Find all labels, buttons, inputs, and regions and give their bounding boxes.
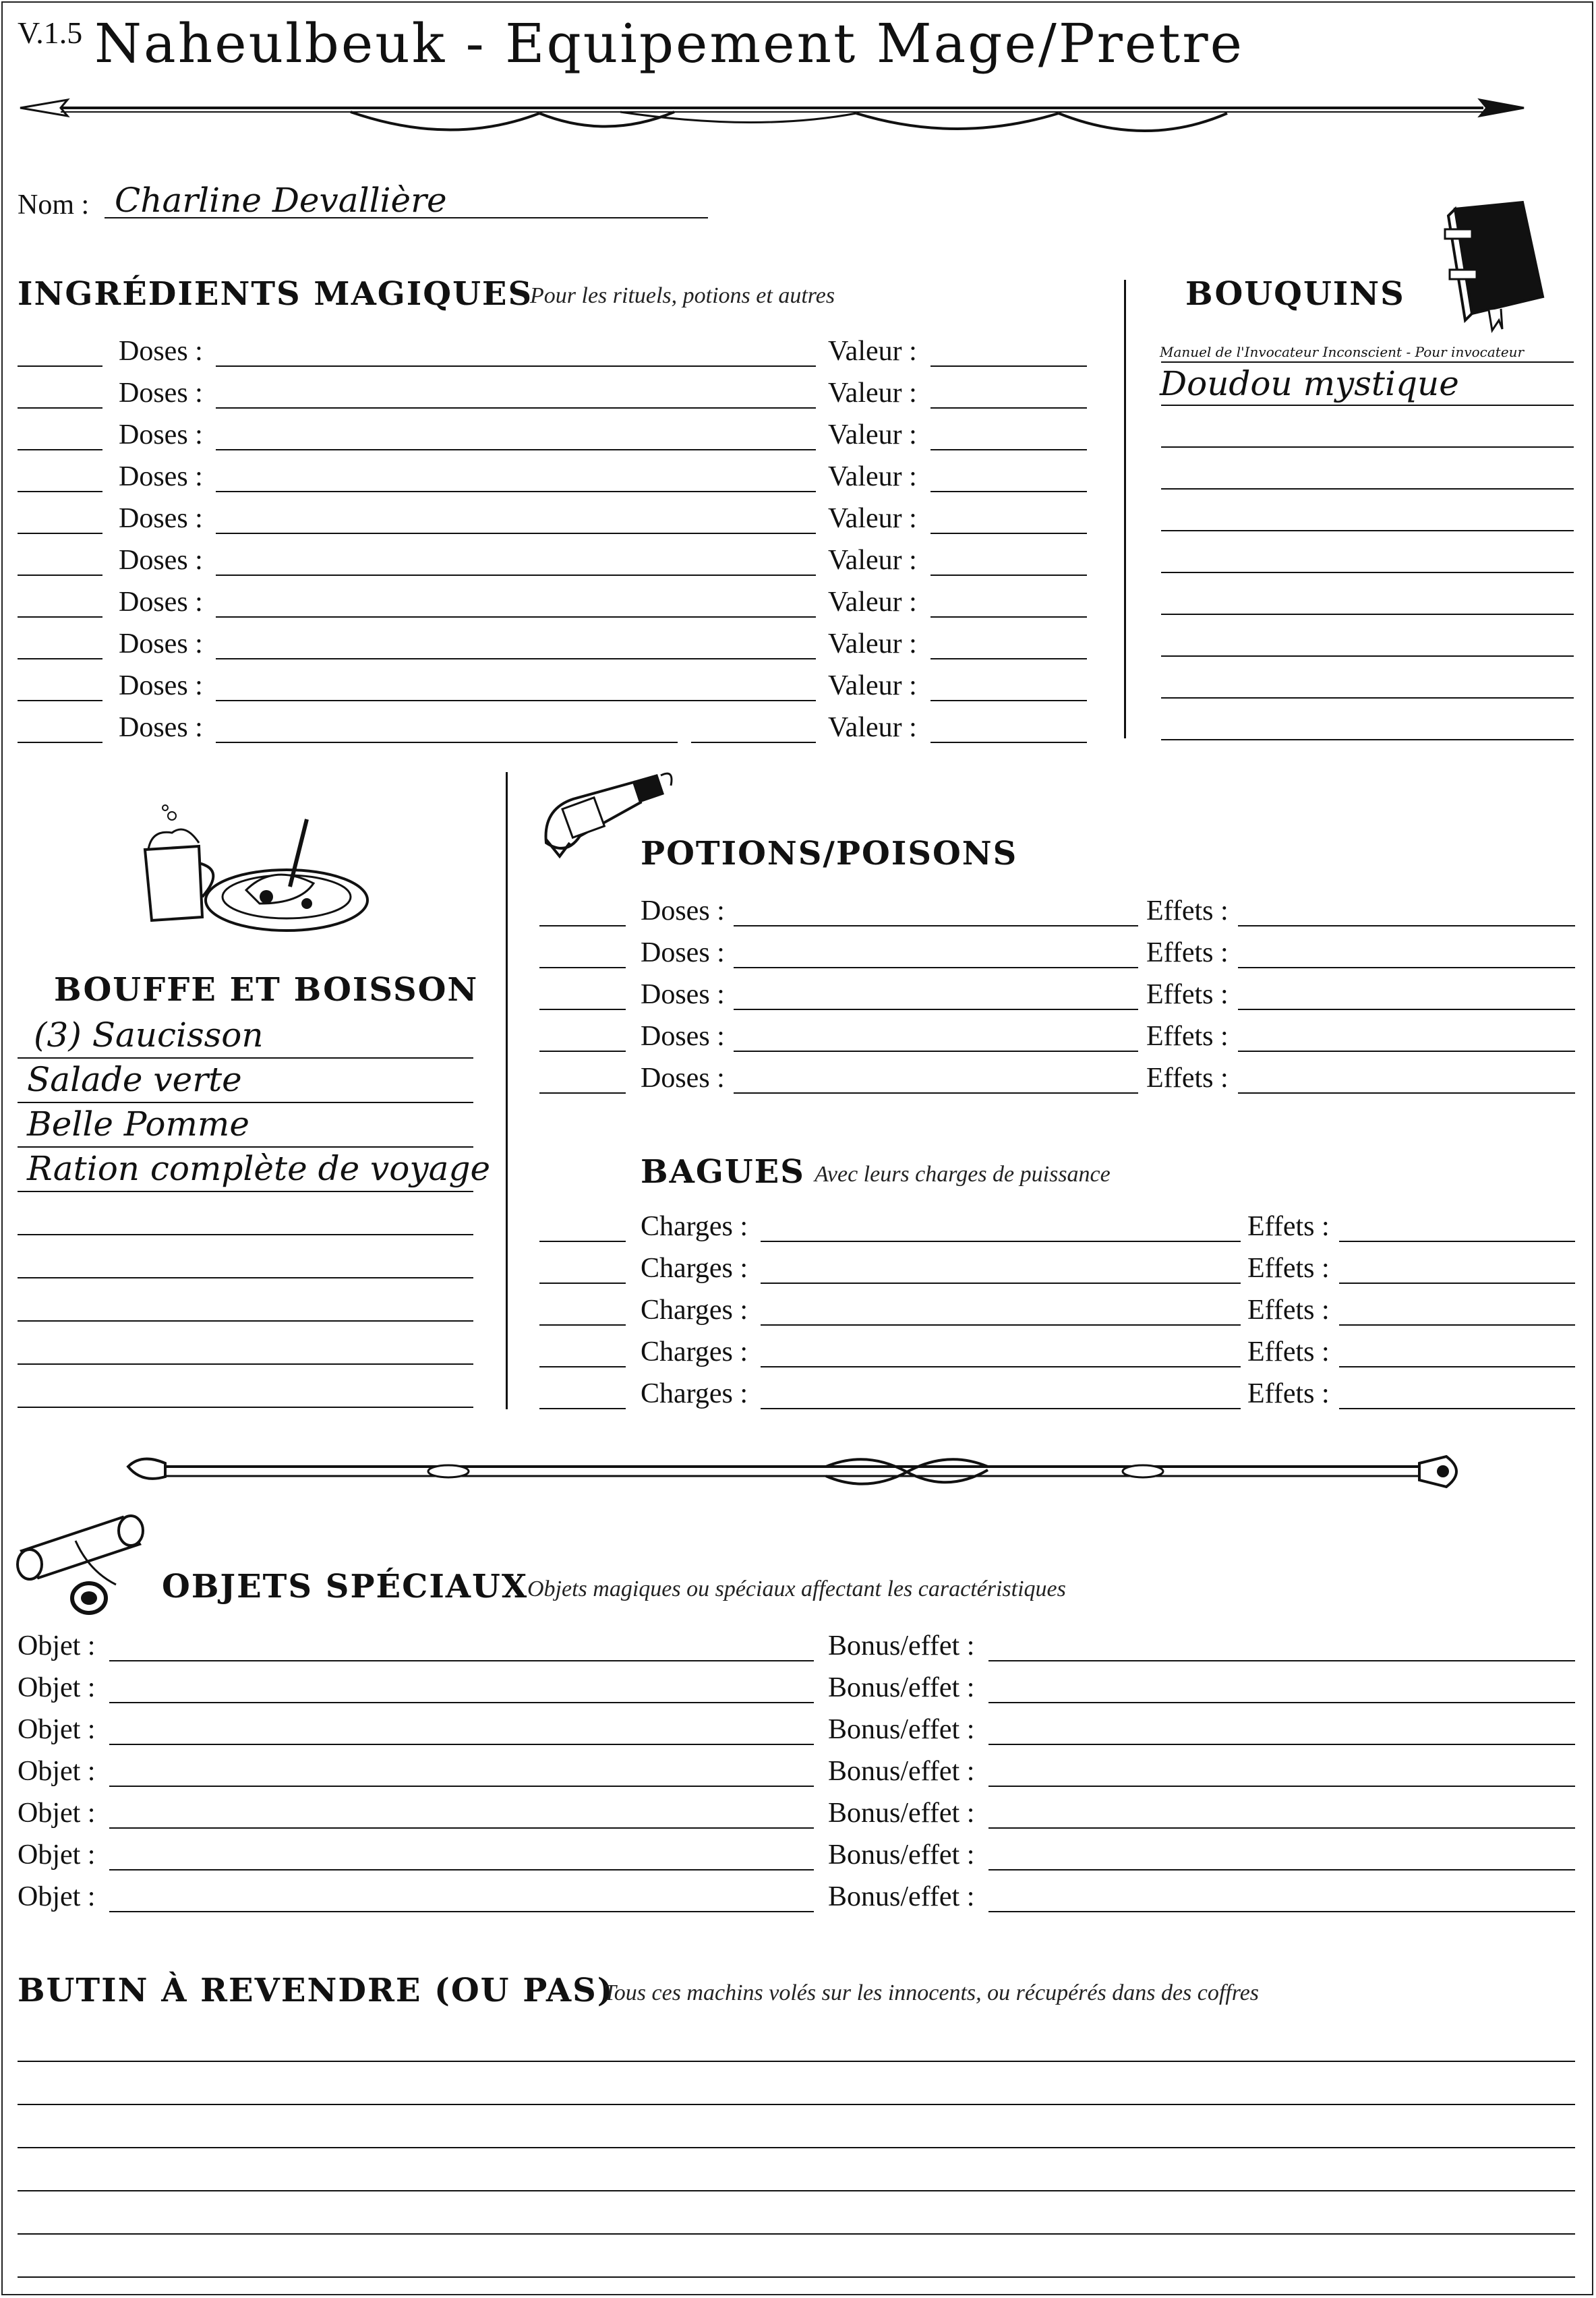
bouffe-line[interactable]	[18, 1146, 473, 1148]
bonus-field[interactable]	[988, 1702, 1575, 1703]
ingredient-qty-field[interactable]	[18, 574, 102, 576]
ingredient-qty-field[interactable]	[18, 491, 102, 492]
name-label: Nom :	[18, 189, 90, 220]
bouffe-line[interactable]	[18, 1191, 473, 1192]
charges-label: Charges :	[641, 1336, 748, 1367]
bouquin-line[interactable]	[1161, 614, 1574, 615]
valeur-label: Valeur :	[828, 712, 917, 743]
ingredient-valeur-field[interactable]	[930, 700, 1087, 701]
potions-title: POTIONS/POISONS	[641, 835, 1018, 873]
effets-label: Effets :	[1146, 937, 1229, 968]
ingredient-valeur-field[interactable]	[930, 658, 1087, 659]
charges-label: Charges :	[641, 1378, 748, 1409]
ingredient-qty-field[interactable]	[18, 407, 102, 409]
bouquin-line[interactable]	[1161, 530, 1574, 531]
bonus-label: Bonus/effet :	[828, 1798, 975, 1829]
bouquins-title: BOUQUINS	[1185, 275, 1405, 313]
bonus-field[interactable]	[988, 1744, 1575, 1745]
doses-label: Doses :	[119, 628, 203, 659]
bouquin-line[interactable]	[1161, 405, 1574, 406]
ingredient-doses-field[interactable]	[216, 533, 816, 534]
butin-line[interactable]	[18, 2276, 1575, 2278]
charges-label: Charges :	[641, 1253, 748, 1284]
bonus-field[interactable]	[988, 1911, 1575, 1912]
valeur-label: Valeur :	[828, 378, 917, 409]
objet-label: Objet :	[18, 1756, 96, 1787]
potion-effets-field[interactable]	[1238, 967, 1575, 968]
objet-field[interactable]	[109, 1744, 814, 1745]
butin-line[interactable]	[18, 2104, 1575, 2105]
bouffe-line[interactable]	[18, 1407, 473, 1408]
book-icon	[1435, 196, 1549, 337]
objet-field[interactable]	[109, 1786, 814, 1787]
ingredient-valeur-field[interactable]	[930, 449, 1087, 450]
charges-label: Charges :	[641, 1295, 748, 1326]
doses-label: Doses :	[119, 461, 203, 492]
bague-qty-field[interactable]	[539, 1366, 626, 1367]
ingredient-doses-field[interactable]	[216, 574, 816, 576]
food-icon	[138, 802, 374, 937]
doses-label: Doses :	[641, 1063, 725, 1094]
bouffe-entry[interactable]: Ration complète de voyage	[27, 1149, 491, 1188]
ingredients-subtitle: Pour les rituels, potions et autres	[530, 283, 835, 308]
bonus-label: Bonus/effet :	[828, 1756, 975, 1787]
ingredient-doses-field[interactable]	[216, 742, 678, 743]
bouquin-line[interactable]	[1161, 446, 1574, 448]
staff-icon	[125, 1446, 1467, 1500]
effets-label: Effets :	[1146, 895, 1229, 926]
bouquin-line[interactable]	[1161, 361, 1574, 363]
doses-label: Doses :	[119, 336, 203, 367]
ingredient-qty-field[interactable]	[18, 742, 102, 743]
ingredient-doses-field[interactable]	[216, 658, 816, 659]
butin-subtitle: Tous ces machins volés sur les innocents, ou récupérés dans des coffres	[603, 1980, 1260, 2005]
bouquin-line[interactable]	[1161, 572, 1574, 573]
butin-line[interactable]	[18, 2190, 1575, 2191]
potion-doses-field[interactable]	[734, 925, 1138, 926]
ingredient-doses-field[interactable]	[216, 365, 816, 367]
effets-label: Effets :	[1146, 979, 1229, 1010]
valeur-label: Valeur :	[828, 503, 917, 534]
spear-icon	[13, 86, 1531, 147]
potion-doses-field[interactable]	[734, 1009, 1138, 1010]
doses-label: Doses :	[641, 1021, 725, 1052]
effets-label: Effets :	[1247, 1378, 1330, 1409]
bouffe-title: BOUFFE ET BOISSON	[54, 971, 479, 1009]
potion-doses-field[interactable]	[734, 967, 1138, 968]
ingredient-doses-field[interactable]	[216, 700, 816, 701]
ingredient-qty-field[interactable]	[18, 616, 102, 618]
potion-qty-field[interactable]	[539, 925, 626, 926]
effets-label: Effets :	[1146, 1021, 1229, 1052]
ingredient-valeur-field[interactable]	[930, 365, 1087, 367]
bague-charges-field[interactable]	[761, 1241, 1241, 1242]
bouquin-entry[interactable]: Manuel de l'Invocateur Inconscient - Pour invocateur	[1160, 344, 1525, 360]
charges-label: Charges :	[641, 1211, 748, 1242]
ingredients-title: INGRÉDIENTS MAGIQUES	[18, 275, 533, 313]
potion-doses-field[interactable]	[734, 1051, 1138, 1052]
potion-qty-field[interactable]	[539, 1051, 626, 1052]
doses-label: Doses :	[119, 545, 203, 576]
bague-effets-field[interactable]	[1339, 1283, 1575, 1284]
valeur-label: Valeur :	[828, 587, 917, 618]
bouffe-entry[interactable]: Belle Pomme	[27, 1104, 249, 1144]
objet-label: Objet :	[18, 1672, 96, 1703]
bouffe-line[interactable]	[18, 1277, 473, 1278]
valeur-label: Valeur :	[828, 670, 917, 701]
bague-charges-field[interactable]	[761, 1366, 1241, 1367]
objet-label: Objet :	[18, 1881, 96, 1912]
effets-label: Effets :	[1247, 1253, 1330, 1284]
bonus-label: Bonus/effet :	[828, 1630, 975, 1661]
butin-line[interactable]	[18, 2233, 1575, 2235]
ingredient-doses-field[interactable]	[216, 407, 816, 409]
name-field[interactable]: Charline Devallière	[115, 181, 447, 220]
bague-effets-field[interactable]	[1339, 1324, 1575, 1326]
objet-field[interactable]	[109, 1827, 814, 1829]
potion-effets-field[interactable]	[1238, 1009, 1575, 1010]
ingredient-qty-field[interactable]	[18, 449, 102, 450]
potion-effets-field[interactable]	[1238, 1092, 1575, 1094]
bouffe-line[interactable]	[18, 1102, 473, 1103]
objet-label: Objet :	[18, 1630, 96, 1661]
butin-title: BUTIN À REVENDRE (OU PAS)	[18, 1972, 614, 2009]
doses-label: Doses :	[119, 419, 203, 450]
bouquin-line[interactable]	[1161, 488, 1574, 490]
bague-qty-field[interactable]	[539, 1283, 626, 1284]
bague-qty-field[interactable]	[539, 1241, 626, 1242]
doses-label: Doses :	[119, 712, 203, 743]
bouffe-line[interactable]	[18, 1363, 473, 1365]
bouffe-line[interactable]	[18, 1234, 473, 1235]
bonus-label: Bonus/effet :	[828, 1881, 975, 1912]
ingredient-valeur-field[interactable]	[930, 616, 1087, 618]
butin-line[interactable]	[18, 2147, 1575, 2148]
bague-qty-field[interactable]	[539, 1324, 626, 1326]
valeur-label: Valeur :	[828, 336, 917, 367]
bague-charges-field[interactable]	[761, 1283, 1241, 1284]
bouquin-entry[interactable]: Doudou mystique	[1160, 364, 1459, 403]
column-divider	[1124, 280, 1126, 738]
doses-label: Doses :	[119, 670, 203, 701]
scroll-ring-icon	[15, 1510, 156, 1622]
bouquin-line[interactable]	[1161, 739, 1574, 740]
ingredient-valeur-field[interactable]	[930, 574, 1087, 576]
column-divider	[506, 772, 508, 1409]
objets-subtitle: Objets magiques ou spéciaux affectant les caractéristiques	[527, 1577, 1066, 1601]
objet-field[interactable]	[109, 1911, 814, 1912]
potion-effets-field[interactable]	[1238, 1051, 1575, 1052]
bonus-label: Bonus/effet :	[828, 1714, 975, 1745]
bouquin-line[interactable]	[1161, 655, 1574, 657]
potion-doses-field[interactable]	[734, 1092, 1138, 1094]
ingredient-qty-field[interactable]	[18, 365, 102, 367]
objet-label: Objet :	[18, 1714, 96, 1745]
valeur-label: Valeur :	[828, 461, 917, 492]
objet-field[interactable]	[109, 1660, 814, 1661]
bague-charges-field[interactable]	[761, 1324, 1241, 1326]
ingredient-valeur-field[interactable]	[930, 491, 1087, 492]
ingredient-qty-field[interactable]	[18, 700, 102, 701]
effets-label: Effets :	[1146, 1063, 1229, 1094]
bouffe-entry[interactable]: (3) Saucisson	[34, 1015, 264, 1055]
bague-qty-field[interactable]	[539, 1408, 626, 1409]
objets-title: OBJETS SPÉCIAUX	[162, 1568, 529, 1605]
bague-effets-field[interactable]	[1339, 1241, 1575, 1242]
objet-label: Objet :	[18, 1839, 96, 1870]
bagues-title: BAGUES	[641, 1153, 805, 1191]
bonus-label: Bonus/effet :	[828, 1672, 975, 1703]
ingredient-doses-field[interactable]	[216, 616, 816, 618]
bague-charges-field[interactable]	[761, 1408, 1241, 1409]
bonus-label: Bonus/effet :	[828, 1839, 975, 1870]
effets-label: Effets :	[1247, 1211, 1330, 1242]
ingredient-qty-field[interactable]	[18, 658, 102, 659]
ingredient-valeur-field[interactable]	[930, 533, 1087, 534]
bagues-subtitle: Avec leurs charges de puissance	[815, 1162, 1111, 1187]
doses-label: Doses :	[119, 503, 203, 534]
objet-label: Objet :	[18, 1798, 96, 1829]
ingredient-valeur-field[interactable]	[930, 407, 1087, 409]
bague-effets-field[interactable]	[1339, 1366, 1575, 1367]
potion-qty-field[interactable]	[539, 1009, 626, 1010]
objet-field[interactable]	[109, 1702, 814, 1703]
ingredient-doses-field[interactable]	[216, 491, 816, 492]
doses-label: Doses :	[641, 895, 725, 926]
valeur-label: Valeur :	[828, 628, 917, 659]
bouffe-line[interactable]	[18, 1057, 473, 1059]
doses-label: Doses :	[641, 937, 725, 968]
effets-label: Effets :	[1247, 1336, 1330, 1367]
ingredient-qty-field[interactable]	[18, 533, 102, 534]
bouffe-entry[interactable]: Salade verte	[27, 1060, 242, 1099]
ingredient-doses-field[interactable]	[216, 449, 816, 450]
potion-qty-field[interactable]	[539, 967, 626, 968]
valeur-label: Valeur :	[828, 545, 917, 576]
bonus-field[interactable]	[988, 1827, 1575, 1829]
objet-field[interactable]	[109, 1869, 814, 1870]
bonus-field[interactable]	[988, 1786, 1575, 1787]
valeur-label: Valeur :	[828, 419, 917, 450]
butin-line[interactable]	[18, 2061, 1575, 2062]
effets-label: Effets :	[1247, 1295, 1330, 1326]
bonus-field[interactable]	[988, 1660, 1575, 1661]
ingredient-valeur-field[interactable]	[930, 742, 1087, 743]
potion-qty-field[interactable]	[539, 1092, 626, 1094]
potion-effets-field[interactable]	[1238, 925, 1575, 926]
bonus-field[interactable]	[988, 1869, 1575, 1870]
doses-label: Doses :	[119, 378, 203, 409]
bouffe-line[interactable]	[18, 1320, 473, 1322]
doses-label: Doses :	[641, 979, 725, 1010]
bague-effets-field[interactable]	[1339, 1408, 1575, 1409]
page-title: Naheulbeuk - Equipement Mage/Pretre	[94, 12, 1244, 75]
version-label: V.1.5	[18, 16, 83, 50]
doses-label: Doses :	[119, 587, 203, 618]
ingredient-doses-field[interactable]	[691, 742, 816, 743]
bouquin-line[interactable]	[1161, 697, 1574, 699]
